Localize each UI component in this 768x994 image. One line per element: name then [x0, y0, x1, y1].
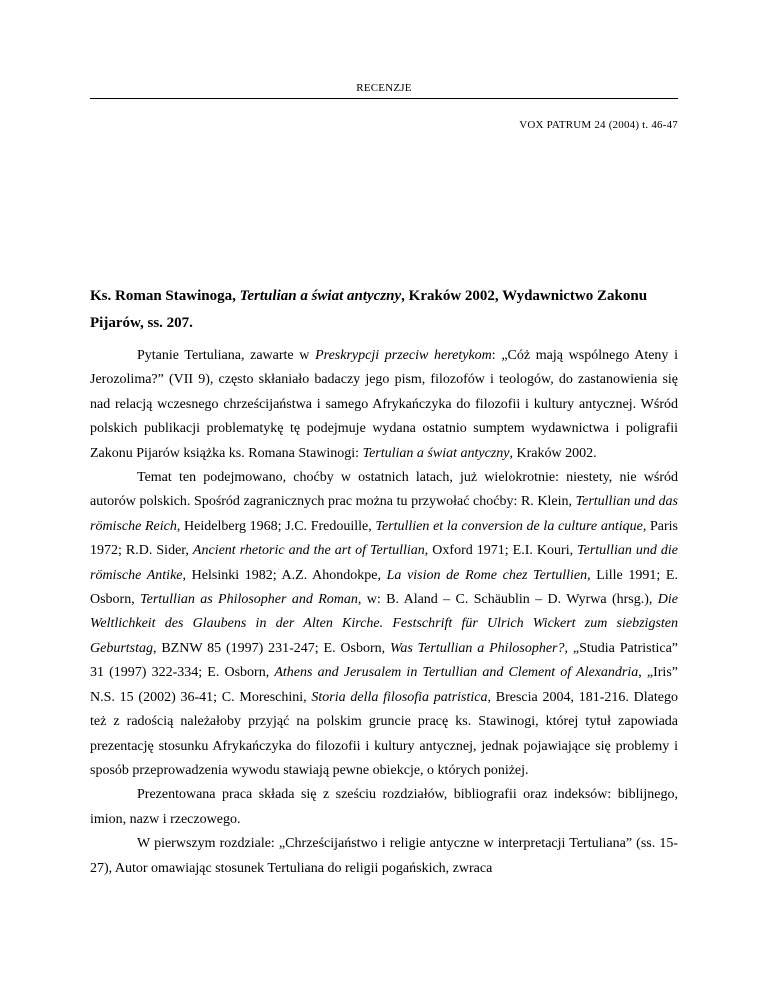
text-run: , Lille 1991; E. Osborn,: [90, 567, 678, 608]
header-rule: [90, 98, 678, 99]
book-publication: , Kraków 2002, Wydawnictwo Zakonu Pijarów, ss. 207.: [90, 288, 648, 331]
section-header: RECENZJE: [356, 82, 412, 94]
italic-title: Preskrypcji przeciw heretykom: [315, 348, 492, 363]
italic-title: Ancient rhetoric and the art of Tertullian: [192, 543, 425, 559]
italic-title: Tertullien et la conversion de la culture antique: [375, 518, 643, 534]
text-run: , Paris 1972; R.D. Sider,: [90, 518, 678, 559]
journal-reference: VOX PATRUM 24 (2004) t. 46-47: [519, 119, 678, 131]
text-run: Temat ten podejmowano, choćby w ostatnich latach, już wielokrotnie: niestety, nie wśród autorów polskich. Spośród zagranicznych prac można tu przywołać choćby: R. Klein,: [90, 470, 678, 510]
italic-title: Tertullian und die römische Antike: [90, 543, 678, 583]
text-run: W pierwszym rozdziale: „Chrześcijaństwo i religie antyczne w interpretacji Tertuliana” (ss. 15-27), Autor omawiając stosunek Tertuliana do religii pogańskich, zwraca: [90, 836, 678, 876]
text-run: , „Studia Patristica” 31 (1997) 322-334; E. Osborn,: [90, 640, 678, 681]
italic-title: Athens and Jerusalem in Tertullian and Clement of Alexandria: [274, 665, 639, 681]
text-run: , Kraków 2002.: [509, 445, 597, 461]
italic-title: La vision de Rome chez Tertullien: [386, 567, 588, 583]
paragraph: [90, 466, 678, 783]
italic-title: Was Tertullian a Philosopher?: [390, 640, 565, 656]
text-run: Pytanie Tertuliana, zawarte w: [137, 348, 316, 363]
italic-title: Tertullian und das römische Reich: [90, 494, 678, 534]
paragraph: [90, 783, 678, 832]
paragraph: [90, 832, 678, 881]
text-run: Prezentowana praca składa się z sześciu rozdziałów, bibliografii oraz indeksów: biblijnego, imion, nazw i rzeczowego.: [90, 787, 678, 827]
text-run: , w: B. Aland – C. Schäublin – D. Wyrwa (hrsg.),: [357, 592, 658, 608]
italic-title: Die Weltlichkeit des Glaubens in der Alten Kirche. Festschrift für Ulrich Wickert zum siebzigsten Geburtstag: [90, 592, 678, 656]
paragraph: [90, 344, 678, 466]
text-run: , Heidelberg 1968; J.C. Fredouille,: [176, 518, 376, 534]
book-title: Tertulian a świat antyczny: [239, 288, 402, 304]
text-run: , BZNW 85 (1997) 231-247; E. Osborn,: [153, 640, 390, 656]
book-author: Ks. Roman Stawinoga,: [90, 288, 236, 304]
text-run: , Oxford 1971; E.I. Kouri,: [424, 543, 578, 559]
text-run: , Brescia 2004, 181-216. Dlatego też z radością należałoby przyjąć na polskim gruncie pracę ks. Stawinogi, której tytuł zapowiada prezentację stosunku Afrykańczyka do filozofii i kultury antycznej, jednak pojawiające się problemy i sposób przeprowadzenia wywodu stawiają pewne obiekcje, o których poniżej.: [90, 689, 678, 778]
review-citation: [90, 283, 678, 337]
text-run: , Helsinki 1982; A.Z. Ahondokpe,: [182, 567, 387, 583]
review-body: [90, 344, 678, 881]
italic-title: Tertullian as Philosopher and Roman: [140, 592, 358, 608]
text-run: : „Cóż mają wspólnego Ateny i Jerozolima?” (VII 9), często skłaniało badaczy jego pism, filozofów i teologów, do zastanowienia się nad relacją wczesnego chrześcijaństwa i samego Afrykańczyka do filozofii i kultury antycznej. Wśród polskich publikacji problematykę tę podejmuje wydana ostatnio sumptem wydawnictwa i poligrafii Zakonu Pijarów książka ks. Romana Stawinogi:: [90, 348, 678, 461]
italic-title: Tertulian a świat antyczny: [362, 445, 510, 461]
italic-title: Storia della filosofia patristica: [311, 689, 488, 705]
text-run: , „Iris” N.S. 15 (2002) 36-41; C. Moreschini,: [90, 665, 678, 705]
